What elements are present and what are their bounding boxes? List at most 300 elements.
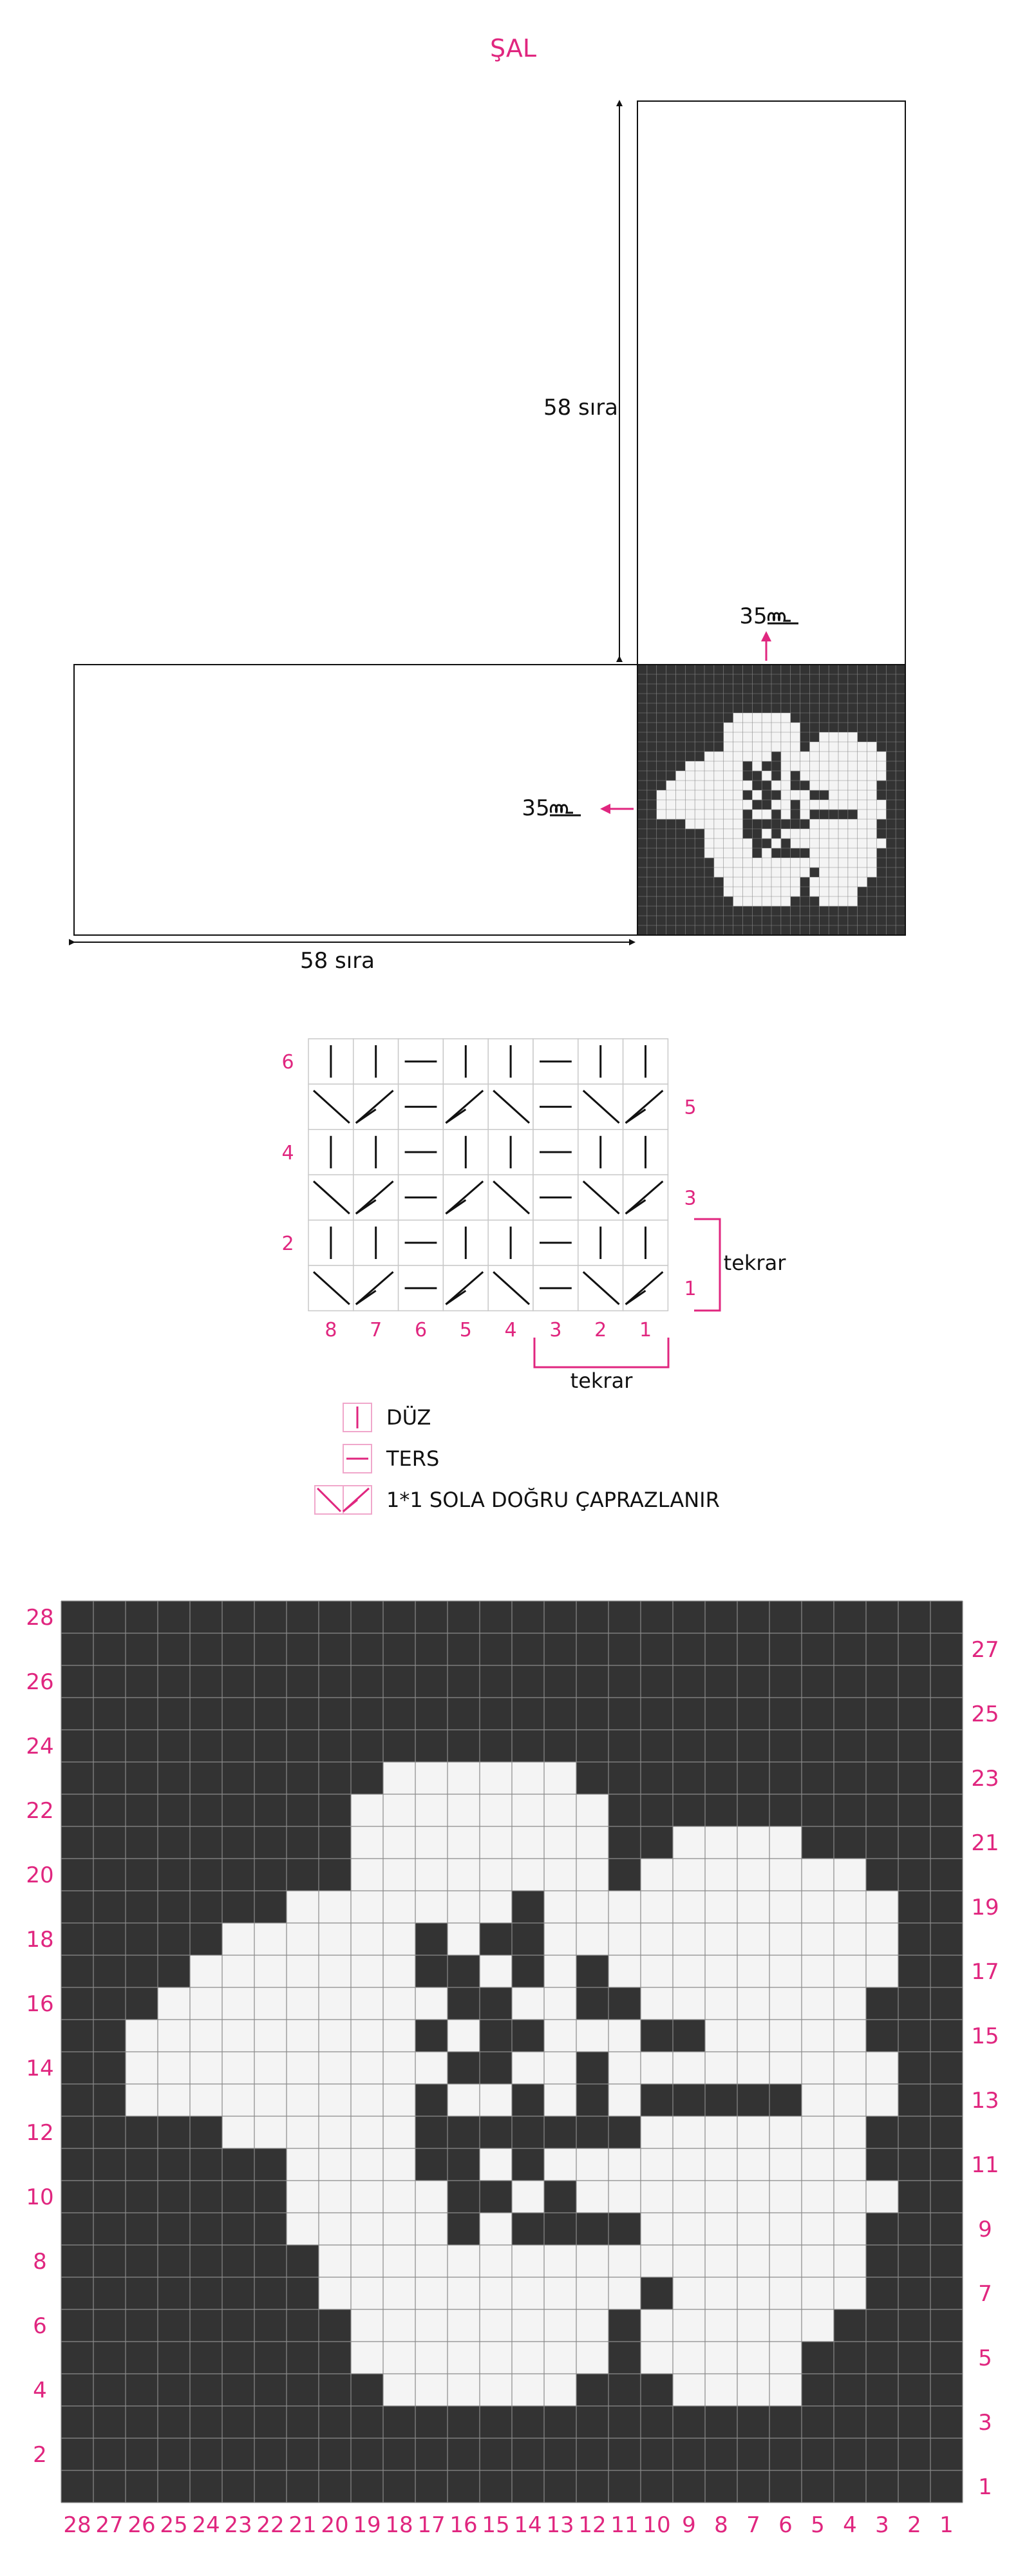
motif-cell — [254, 2084, 287, 2117]
motif-cell — [351, 2148, 384, 2181]
motif-cell — [512, 2052, 545, 2085]
motif-cell — [641, 1923, 674, 1956]
mini-motif-cell — [781, 877, 791, 887]
motif-cell — [608, 2052, 641, 2085]
mini-motif-cell — [858, 867, 867, 877]
motif-cell — [705, 2148, 738, 2181]
motif-cell — [383, 2374, 416, 2407]
mini-motif-cell — [829, 829, 838, 838]
motif-cell — [802, 2052, 834, 2085]
motif-cell — [319, 1987, 352, 2020]
motif-cell — [705, 2213, 738, 2246]
motif-row-label-left: 18 — [26, 1927, 54, 1953]
mini-motif-cell — [771, 887, 781, 896]
motif-cell — [512, 2374, 545, 2407]
mini-motif-cell — [714, 771, 724, 781]
motif-cell — [866, 2084, 899, 2117]
mini-motif-cell — [762, 848, 771, 858]
mini-motif-cell — [858, 771, 867, 781]
motif-cell — [802, 2084, 834, 2117]
motif-cell — [254, 2116, 287, 2149]
mini-motif-cell — [724, 761, 733, 771]
mini-motif-cell — [733, 761, 743, 771]
mini-motif-cell — [733, 838, 743, 848]
mini-motif-cell — [666, 790, 676, 800]
mini-motif-cell — [704, 761, 714, 771]
motif-cell — [608, 2148, 641, 2181]
motif-cell — [383, 1826, 416, 1859]
motif-col-label: 27 — [95, 2512, 124, 2538]
motif-cell — [544, 2052, 577, 2085]
motif-cell — [544, 2342, 577, 2374]
mini-motif-cell — [791, 867, 800, 877]
mini-motif-cell — [819, 771, 829, 781]
mini-motif-cell — [742, 713, 752, 723]
motif-cell — [448, 2020, 480, 2052]
motif-cell — [319, 1891, 352, 1924]
mini-motif-cell — [724, 867, 733, 877]
stitch-col-label: 4 — [504, 1319, 517, 1341]
motif-cell — [190, 1955, 223, 1988]
motif-col-label: 17 — [417, 2512, 446, 2538]
mini-motif-cell — [819, 819, 829, 829]
row-repeat-label: tekrar — [723, 1251, 786, 1275]
mini-motif-cell — [742, 848, 752, 858]
motif-cell — [448, 2342, 480, 2374]
motif-cell — [673, 2374, 706, 2407]
mini-motif-cell — [858, 800, 867, 810]
motif-cell — [834, 1955, 867, 1988]
mini-motif-cell — [848, 800, 858, 810]
mini-motif-cell — [829, 742, 838, 752]
mini-motif-cell — [858, 819, 867, 829]
mini-motif-cell — [685, 790, 695, 800]
motif-cell — [834, 1923, 867, 1956]
motif-cell — [866, 2181, 899, 2213]
motif-cell — [737, 2052, 770, 2085]
mini-motif-cell — [858, 810, 867, 819]
motif-cell — [222, 1955, 255, 1988]
motif-cell — [383, 1859, 416, 1891]
mini-motif-cell — [867, 819, 877, 829]
motif-cell — [576, 1826, 609, 1859]
mini-motif-cell — [771, 896, 781, 906]
motif-cell — [415, 2374, 448, 2407]
motif-row-label-right: 13 — [971, 2088, 999, 2114]
mini-motif-cell — [762, 877, 771, 887]
motif-cell — [544, 2277, 577, 2310]
legend-cross-label: 1*1 SOLA DOĞRU ÇAPRAZLANIR — [386, 1488, 720, 1512]
motif-cell — [319, 2245, 352, 2278]
mini-motif-cell — [781, 790, 791, 800]
motif-cell — [351, 2052, 384, 2085]
mini-motif-cell — [867, 867, 877, 877]
mini-motif-cell — [781, 829, 791, 838]
motif-row-label-left: 16 — [26, 1991, 54, 2017]
motif-cell — [351, 2245, 384, 2278]
motif-cell — [544, 1826, 577, 1859]
mini-motif-cell — [762, 723, 771, 732]
motif-cell — [673, 2052, 706, 2085]
mini-motif-cell — [666, 800, 676, 810]
mini-motif-cell — [848, 742, 858, 752]
mini-motif-cell — [838, 829, 848, 838]
motif-cell — [319, 2148, 352, 2181]
motif-cell — [126, 2084, 158, 2117]
motif-cell — [802, 2148, 834, 2181]
mini-motif-cell — [733, 771, 743, 781]
mini-motif-cell — [838, 800, 848, 810]
mini-motif-cell — [695, 810, 704, 819]
mini-motif-cell — [809, 887, 819, 896]
motif-cell — [448, 1859, 480, 1891]
mini-motif-cell — [714, 800, 724, 810]
mini-motif-cell — [714, 752, 724, 761]
motif-cell — [737, 1826, 770, 1859]
motif-cell — [737, 2374, 770, 2407]
mini-motif-cell — [781, 858, 791, 867]
mini-motif-cell — [829, 896, 838, 906]
motif-row-label-right: 1 — [978, 2474, 992, 2500]
motif-cell — [480, 2148, 513, 2181]
mini-motif-cell — [800, 858, 810, 867]
motif-cell — [673, 2277, 706, 2310]
motif-row-label-right: 21 — [971, 1830, 999, 1856]
vertical-rows-label: 58 sıra — [543, 395, 619, 421]
motif-cell — [480, 1762, 513, 1795]
mini-motif-cell — [791, 732, 800, 742]
motif-cell — [415, 2342, 448, 2374]
motif-cell — [834, 2277, 867, 2310]
motif-cell — [383, 2052, 416, 2085]
motif-cell — [512, 1826, 545, 1859]
motif-cell — [834, 1859, 867, 1891]
mini-motif-cell — [752, 723, 762, 732]
motif-cell — [480, 1859, 513, 1891]
motif-cell — [351, 1987, 384, 2020]
motif-col-label: 22 — [256, 2512, 285, 2538]
motif-cell — [415, 2052, 448, 2085]
motif-cell — [287, 2084, 319, 2117]
motif-cell — [673, 2148, 706, 2181]
mini-motif-cell — [752, 810, 762, 819]
motif-cell — [769, 2181, 802, 2213]
motif-cell — [512, 1762, 545, 1795]
motif-cell — [480, 2084, 513, 2117]
motif-cell — [512, 2245, 545, 2278]
motif-cell — [802, 1891, 834, 1924]
mini-motif-cell — [733, 867, 743, 877]
mini-motif-cell — [704, 819, 714, 829]
motif-cell — [544, 2148, 577, 2181]
motif-cell — [608, 1923, 641, 1956]
mini-motif-cell — [742, 838, 752, 848]
mini-motif-cell — [742, 887, 752, 896]
mini-motif-cell — [809, 742, 819, 752]
mini-motif-cell — [809, 800, 819, 810]
motif-col-label: 28 — [63, 2512, 91, 2538]
motif-cell — [576, 1923, 609, 1956]
mini-motif-cell — [791, 887, 800, 896]
mini-motif-cell — [742, 877, 752, 887]
mini-motif-cell — [800, 771, 810, 781]
mini-motif-cell — [829, 848, 838, 858]
motif-cell — [673, 2309, 706, 2342]
motif-cell — [769, 2052, 802, 2085]
motif-cell — [641, 1987, 674, 2020]
mini-motif-cell — [867, 838, 877, 848]
motif-row-label-right: 9 — [978, 2217, 992, 2242]
motif-cell — [705, 1923, 738, 1956]
motif-cell — [834, 2148, 867, 2181]
mini-motif-cell — [724, 752, 733, 761]
motif-col-label: 7 — [746, 2512, 760, 2538]
motif-cell — [576, 2020, 609, 2052]
motif-cell — [448, 1923, 480, 1956]
motif-cell — [480, 2309, 513, 2342]
motif-cell — [641, 2181, 674, 2213]
mini-motif-cell — [675, 810, 685, 819]
mini-motif-cell — [800, 752, 810, 761]
motif-col-label: 3 — [875, 2512, 889, 2538]
motif-cell — [544, 2245, 577, 2278]
horizontal-rows-label: 58 sıra — [299, 948, 375, 974]
mini-motif-cell — [838, 761, 848, 771]
motif-cell — [737, 2277, 770, 2310]
motif-cell — [608, 2084, 641, 2117]
motif-cell — [480, 2277, 513, 2310]
mini-motif-cell — [838, 867, 848, 877]
mini-motif-cell — [685, 771, 695, 781]
motif-cell — [383, 2181, 416, 2213]
legend-item-knit — [343, 1403, 431, 1432]
mini-motif-cell — [791, 723, 800, 732]
mini-motif-cell — [704, 752, 714, 761]
motif-cell — [351, 1923, 384, 1956]
motif-cell — [383, 1794, 416, 1827]
mini-motif-cell — [876, 800, 886, 810]
motif-cell — [448, 2245, 480, 2278]
mini-motif-cell — [781, 742, 791, 752]
mini-motif-cell — [685, 781, 695, 790]
motif-cell — [673, 2342, 706, 2374]
mini-motif-cell — [829, 867, 838, 877]
mini-motif-cell — [867, 790, 877, 800]
motif-row-label-right: 15 — [971, 2023, 999, 2049]
motif-cell — [383, 1762, 416, 1795]
motif-cell — [705, 1826, 738, 1859]
motif-cell — [576, 2148, 609, 2181]
motif-cell — [480, 2213, 513, 2246]
mini-motif-cell — [800, 790, 810, 800]
motif-cell — [415, 1826, 448, 1859]
motif-cell — [544, 1859, 577, 1891]
mini-motif-cell — [714, 858, 724, 867]
motif-cell — [190, 2084, 223, 2117]
motif-cell — [834, 2245, 867, 2278]
motif-cell — [608, 2277, 641, 2310]
motif-col-label: 13 — [546, 2512, 574, 2538]
mini-motif-cell — [800, 800, 810, 810]
motif-cell — [641, 2052, 674, 2085]
motif-cell — [673, 1955, 706, 1988]
mini-motif-cell — [800, 829, 810, 838]
motif-col-label: 24 — [192, 2512, 220, 2538]
mini-motif-cell — [781, 752, 791, 761]
motif-cell — [383, 2116, 416, 2149]
mini-motif-cell — [733, 732, 743, 742]
mini-motif-cell — [733, 752, 743, 761]
mini-motif-cell — [724, 858, 733, 867]
mini-motif-cell — [829, 877, 838, 887]
mini-motif-cell — [685, 810, 695, 819]
mini-motif-cell — [819, 732, 829, 742]
motif-cell — [769, 1987, 802, 2020]
motif-col-label: 2 — [907, 2512, 921, 2538]
motif-cell — [319, 2116, 352, 2149]
motif-cell — [190, 1987, 223, 2020]
mini-motif-cell — [809, 848, 819, 858]
mini-motif-cell — [742, 896, 752, 906]
motif-cell — [351, 2020, 384, 2052]
mini-motif-cell — [791, 742, 800, 752]
mini-motif-cell — [829, 819, 838, 829]
mini-motif-cell — [781, 887, 791, 896]
motif-cell — [512, 2277, 545, 2310]
motif-cell — [769, 1923, 802, 1956]
motif-cell — [190, 2052, 223, 2085]
motif-cell — [705, 2309, 738, 2342]
mini-motif-cell — [695, 771, 704, 781]
motif-cell — [641, 2342, 674, 2374]
mini-motif-cell — [791, 877, 800, 887]
mini-motif-cell — [742, 858, 752, 867]
motif-cell — [737, 2309, 770, 2342]
motif-cell — [737, 2245, 770, 2278]
motif-cell — [351, 2309, 384, 2342]
motif-cell — [383, 1923, 416, 1956]
mini-motif-cell — [791, 858, 800, 867]
mini-motif-cell — [762, 887, 771, 896]
mini-motif-cell — [657, 810, 666, 819]
motif-cell — [802, 2277, 834, 2310]
scarf-horizontal-panel — [74, 665, 637, 935]
motif-cell — [641, 2148, 674, 2181]
mini-motif-cell — [733, 819, 743, 829]
motif-row-label-right: 17 — [971, 1959, 999, 1985]
motif-cell — [802, 1923, 834, 1956]
mini-motif-cell — [838, 742, 848, 752]
mini-motif-cell — [752, 896, 762, 906]
motif-cell — [480, 1794, 513, 1827]
mini-motif-cell — [848, 752, 858, 761]
mini-motif-cell — [819, 742, 829, 752]
motif-cell — [769, 2148, 802, 2181]
motif-cell — [737, 1891, 770, 1924]
mini-motif-cell — [858, 781, 867, 790]
motif-row-label-right: 23 — [971, 1766, 999, 1792]
mini-motif-cell — [771, 838, 781, 848]
mini-motif-cell — [733, 877, 743, 887]
mini-motif-cell — [724, 771, 733, 781]
mini-motif-cell — [742, 752, 752, 761]
mini-motif-cell — [762, 896, 771, 906]
motif-cell — [576, 2277, 609, 2310]
mini-motif-cell — [838, 781, 848, 790]
motif-cell — [544, 1955, 577, 1988]
mini-motif-cell — [752, 867, 762, 877]
mini-motif-cell — [742, 800, 752, 810]
mini-motif-cell — [704, 829, 714, 838]
mini-motif-cell — [695, 781, 704, 790]
motif-cell — [415, 1987, 448, 2020]
mini-motif-cell — [819, 867, 829, 877]
motif-cell — [544, 2309, 577, 2342]
legend-knit-label: DÜZ — [386, 1405, 431, 1430]
motif-cell — [254, 2052, 287, 2085]
row-repeat-bracket — [694, 1219, 786, 1311]
motif-cell — [834, 2181, 867, 2213]
mini-motif-cell — [771, 867, 781, 877]
mini-motif-cell — [819, 858, 829, 867]
mini-motif-cell — [781, 896, 791, 906]
mini-motif-cell — [858, 848, 867, 858]
mini-motif-cell — [867, 742, 877, 752]
mini-motif-cell — [733, 848, 743, 858]
cable-stitch-chart — [281, 1039, 696, 1341]
motif-cell — [287, 2181, 319, 2213]
mini-motif-cell — [867, 800, 877, 810]
mini-motif-cell — [829, 858, 838, 867]
mini-motif-cell — [695, 819, 704, 829]
motif-cell — [737, 2213, 770, 2246]
mini-motif-cell — [762, 713, 771, 723]
motif-cell — [802, 2245, 834, 2278]
mini-motif-cell — [829, 838, 838, 848]
motif-cell — [383, 2213, 416, 2246]
motif-cell — [158, 1987, 191, 2020]
motif-row-label-left: 22 — [26, 1798, 54, 1824]
mini-motif-cell — [666, 781, 676, 790]
motif-row-label-left: 6 — [33, 2313, 47, 2339]
motif-cell — [834, 2052, 867, 2085]
motif-row-label-left: 2 — [33, 2442, 47, 2468]
mini-motif-cell — [867, 829, 877, 838]
mini-motif-cell — [781, 781, 791, 790]
mini-motif-cell — [762, 810, 771, 819]
motif-row-label-left: 20 — [26, 1862, 54, 1888]
motif-cell — [576, 1859, 609, 1891]
motif-cell — [673, 2245, 706, 2278]
motif-cell — [769, 2245, 802, 2278]
motif-cell — [480, 1826, 513, 1859]
mini-motif-cell — [714, 790, 724, 800]
cross-symbol-icon — [315, 1486, 372, 1514]
motif-cell — [641, 1891, 674, 1924]
mini-motif-cell — [858, 752, 867, 761]
motif-col-label: 26 — [127, 2512, 156, 2538]
mini-motif-cell — [704, 838, 714, 848]
motif-cell — [383, 2342, 416, 2374]
motif-cell — [287, 2020, 319, 2052]
mini-motif-cell — [762, 858, 771, 867]
mini-motif-cell — [762, 742, 771, 752]
motif-cell — [608, 1891, 641, 1924]
mini-motif-cell — [685, 819, 695, 829]
motif-col-label: 19 — [353, 2512, 381, 2538]
mini-motif-cell — [695, 790, 704, 800]
motif-cell — [769, 2277, 802, 2310]
